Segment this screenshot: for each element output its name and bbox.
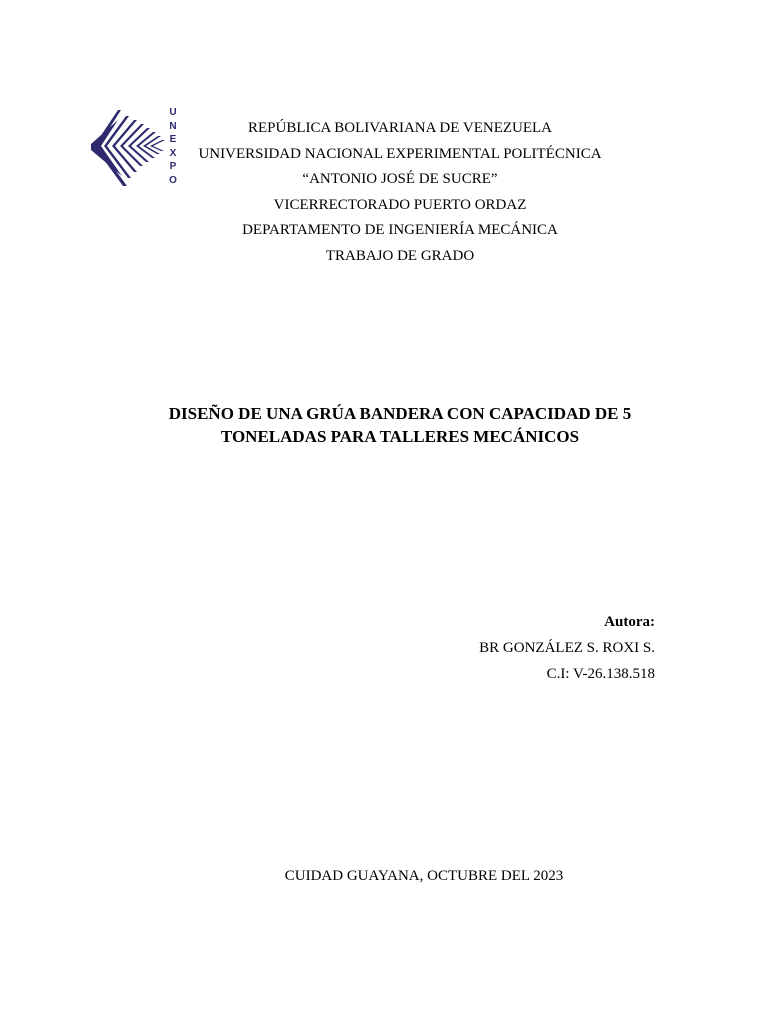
header-line-republic: REPÚBLICA BOLIVARIANA DE VENEZUELA <box>247 120 553 136</box>
thesis-title <box>0 402 768 448</box>
logo-letter: P <box>169 161 177 172</box>
logo-letter: O <box>169 174 177 186</box>
header-line-university: UNIVERSIDAD NACIONAL EXPERIMENTAL POLITÉCNICA <box>198 145 602 162</box>
institution-header <box>0 116 768 270</box>
author-block <box>479 609 655 687</box>
logo-letter: N <box>169 120 177 132</box>
logo-letter: E <box>169 134 177 145</box>
author-label: Autora: <box>604 614 655 630</box>
author-id: C.I: V-26.138.518 <box>546 666 655 682</box>
logo-letter: U <box>169 107 177 118</box>
header-line-department: DEPARTAMENTO DE INGENIERÍA MECÁNICA <box>242 222 558 239</box>
header-line-vice-rectorate: VICERRECTORADO PUERTO ORDAZ <box>273 196 527 213</box>
header-line-university-name: “ANTONIO JOSÉ DE SUCRE” <box>302 171 498 188</box>
author-name: BR GONZÁLEZ S. ROXI S. <box>479 640 655 656</box>
thesis-title-line: TONELADAS PARA TALLERES MECÁNICOS <box>220 427 580 446</box>
thesis-title-line: DISEÑO DE UNA GRÚA BANDERA CON CAPACIDAD DE 5 <box>168 404 632 423</box>
logo-letter: X <box>169 147 177 159</box>
place-date: CUIDAD GUAYANA, OCTUBRE DEL 2023 <box>284 868 564 884</box>
header-line-document-type: TRABAJO DE GRADO <box>325 247 475 264</box>
